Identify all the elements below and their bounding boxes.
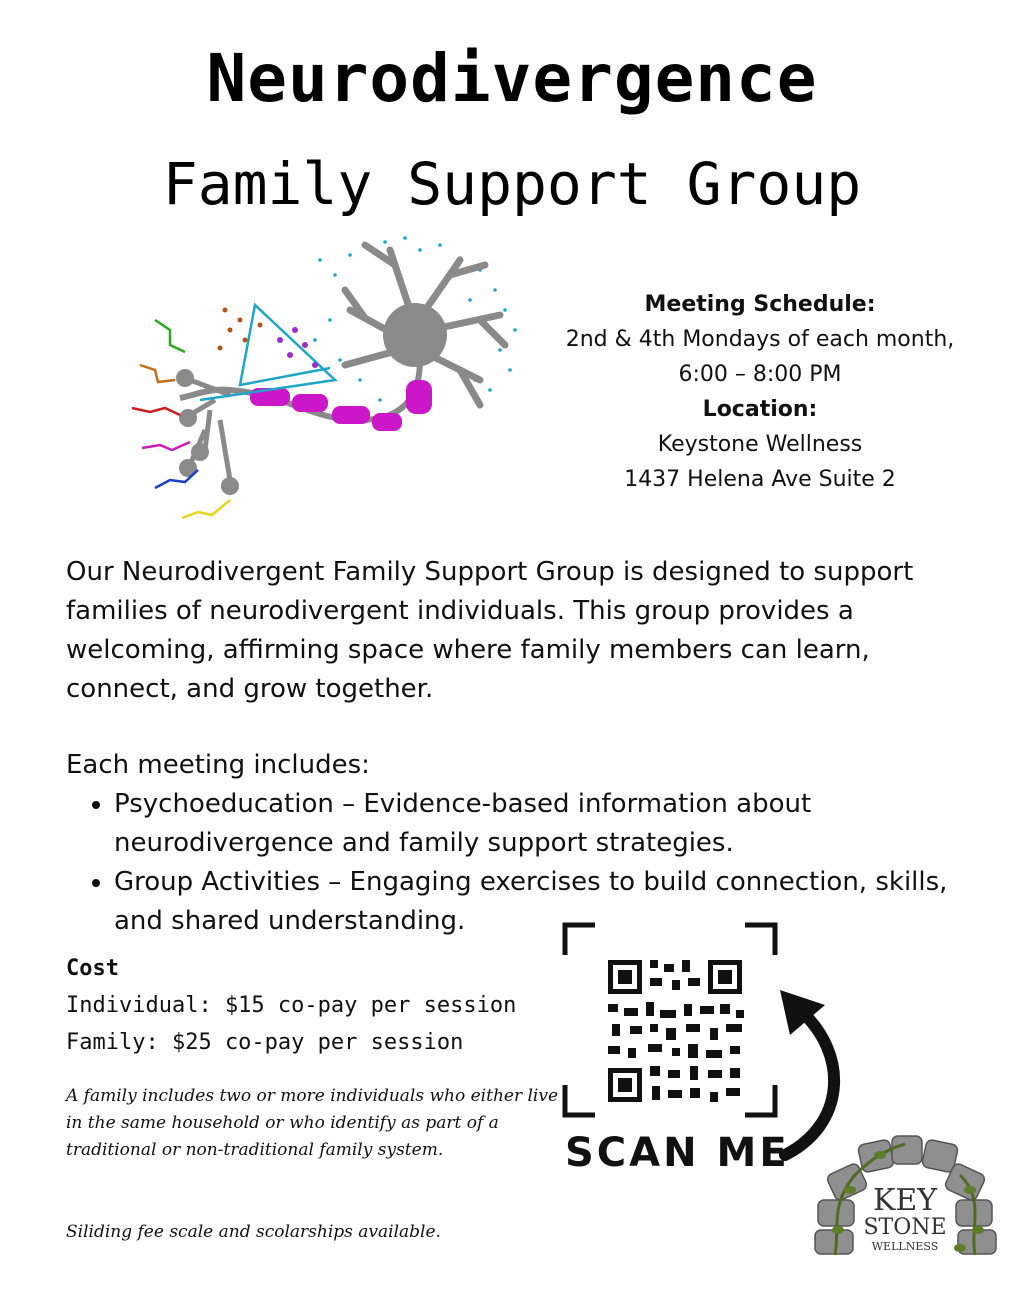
page-title: Neurodivergence (206, 40, 818, 117)
page-subtitle: Family Support Group (162, 150, 862, 218)
cost-section (66, 950, 566, 1061)
cost-heading: Cost (66, 956, 119, 981)
meeting-includes (66, 746, 996, 941)
logo-key: KEY (872, 1183, 938, 1218)
list-item: • Group Activities – Engaging exercises to build connection, skills, and shared understanding. (114, 863, 996, 941)
meeting-schedule (545, 287, 975, 497)
keystone-wellness-logo (810, 1130, 1000, 1270)
schedule-time: 6:00 – 8:00 PM (678, 362, 842, 387)
location-name: Keystone Wellness (657, 432, 863, 457)
neuron-illustration (120, 230, 530, 530)
logo-wellness: WELLNESS (871, 1240, 939, 1253)
schedule-days: 2nd & 4th Mondays of each month, (565, 327, 955, 352)
location-heading: Location: (702, 397, 818, 422)
cost-individual: Individual: $15 co-pay per session (66, 993, 517, 1018)
schedule-heading: Meeting Schedule: (644, 292, 876, 317)
logo-stone: STONE (863, 1215, 947, 1240)
list-item: • Psychoeducation – Evidence-based information about neurodivergence and family support strategies. (114, 785, 996, 863)
sliding-scale-note: Siliding fee scale and scolarships available. (66, 1222, 441, 1242)
about-paragraph: Our Neurodivergent Family Support Group is designed to support families of neurodivergent individuals. This group provides a welcoming, affirming space where family members can learn, connect, and grow together. (66, 557, 914, 704)
location-address: 1437 Helena Ave Suite 2 (624, 467, 896, 492)
scan-me-label: SCAN ME (565, 1130, 790, 1176)
family-definition-note: A family includes two or more individuals who either live in the same household or who identify as part of a traditional or non-traditional family system. (66, 1086, 559, 1160)
includes-intro: Each meeting includes: (66, 750, 370, 780)
cost-family: Family: $25 co-pay per session (66, 1030, 464, 1055)
includes-list (66, 785, 996, 941)
qr-code-icon[interactable] (560, 920, 780, 1120)
